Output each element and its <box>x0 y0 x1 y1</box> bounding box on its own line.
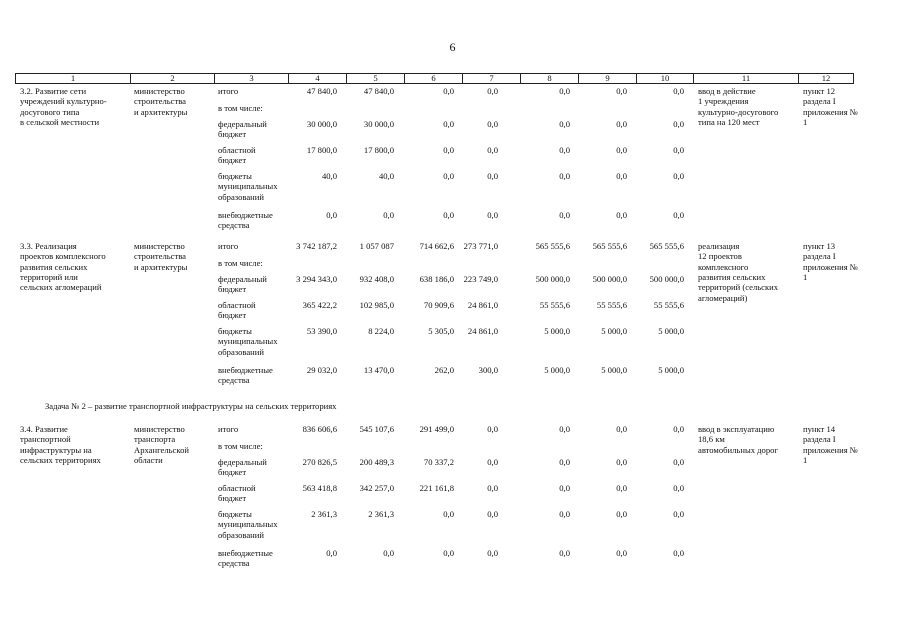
funding-value-cell: 3 742 187,2 <box>296 241 337 251</box>
column-header: 11 <box>694 74 799 84</box>
column-header: 3 <box>215 74 289 84</box>
funding-value-cell: 0,0 <box>326 210 337 220</box>
funding-source-label: итого <box>218 86 239 96</box>
funding-value-cell: 0,0 <box>559 210 570 220</box>
funding-value-cell: 0,0 <box>616 171 627 181</box>
funding-value-cell: 500 000,0 <box>535 274 570 284</box>
funding-value-cell: 500 000,0 <box>649 274 684 284</box>
page-number: 6 <box>449 40 456 54</box>
funding-value-cell: 0,0 <box>559 86 570 96</box>
funding-value-cell: 0,0 <box>673 86 684 96</box>
funding-value-cell: 0,0 <box>326 548 337 558</box>
funding-value-cell: 0,0 <box>673 457 684 467</box>
funding-source-label: областной бюджет <box>218 145 256 166</box>
funding-value-cell: 565 555,6 <box>592 241 627 251</box>
column-header: 12 <box>799 74 854 84</box>
column-header-table <box>15 73 854 84</box>
funding-value-cell: 0,0 <box>443 145 454 155</box>
funding-value-cell: 0,0 <box>616 210 627 220</box>
funding-source-label: бюджеты муниципальных образований <box>218 326 278 357</box>
funding-value-cell: 262,0 <box>434 365 454 375</box>
column-header-row <box>16 74 854 84</box>
result-indicator: реализация 12 проектов комплексного развития сельских территорий (сельских агломераций) <box>698 241 779 303</box>
funding-value-cell: 270 826,5 <box>302 457 337 467</box>
funding-value-cell: 5 000,0 <box>601 326 627 336</box>
funding-value-cell: 0,0 <box>487 119 498 129</box>
funding-value-cell: 0,0 <box>383 210 394 220</box>
funding-value-cell: 0,0 <box>443 86 454 96</box>
funding-value-cell: 0,0 <box>616 548 627 558</box>
funding-source-label: федеральный бюджет <box>218 119 267 140</box>
funding-value-cell: 0,0 <box>559 171 570 181</box>
reference: пункт 13 раздела I приложения № 1 <box>803 241 859 282</box>
funding-value-cell: 223 749,0 <box>463 274 498 284</box>
funding-value-cell: 500 000,0 <box>592 274 627 284</box>
funding-value-cell: 0,0 <box>616 119 627 129</box>
funding-value-cell: 0,0 <box>559 548 570 558</box>
funding-source-label: областной бюджет <box>218 483 256 504</box>
funding-value-cell: 0,0 <box>487 424 498 434</box>
result-indicator: ввод в действие 1 учреждения культурно-досугового типа на 120 мест <box>698 86 779 127</box>
funding-source-label: в том числе: <box>218 103 263 113</box>
funding-value-cell: 0,0 <box>616 457 627 467</box>
result-indicator: ввод в эксплуатацию 18,6 км автомобильных дорог <box>698 424 778 455</box>
funding-value-cell: 0,0 <box>487 171 498 181</box>
funding-value-cell: 0,0 <box>487 509 498 519</box>
funding-value-cell: 0,0 <box>443 119 454 129</box>
funding-source-label: бюджеты муниципальных образований <box>218 509 278 540</box>
funding-value-cell: 5 000,0 <box>544 326 570 336</box>
reference: пункт 14 раздела I приложения № 1 <box>803 424 859 465</box>
funding-source-label: внебюджетные средства <box>218 365 273 386</box>
funding-value-cell: 291 499,0 <box>419 424 454 434</box>
executor: министерство транспорта Архангельской области <box>134 424 189 465</box>
funding-value-cell: 47 840,0 <box>363 86 394 96</box>
funding-source-label: итого <box>218 424 239 434</box>
funding-value-cell: 5 000,0 <box>544 365 570 375</box>
funding-value-cell: 563 418,8 <box>302 483 337 493</box>
funding-value-cell: 24 861,0 <box>467 326 498 336</box>
funding-value-cell: 0,0 <box>673 483 684 493</box>
funding-value-cell: 0,0 <box>559 145 570 155</box>
funding-value-cell: 0,0 <box>559 483 570 493</box>
funding-value-cell: 55 555,6 <box>596 300 627 310</box>
funding-source-label: бюджеты муниципальных образований <box>218 171 278 202</box>
funding-value-cell: 0,0 <box>443 210 454 220</box>
funding-value-cell: 0,0 <box>559 424 570 434</box>
reference: пункт 12 раздела I приложения № 1 <box>803 86 859 127</box>
funding-value-cell: 0,0 <box>443 509 454 519</box>
funding-value-cell: 0,0 <box>616 424 627 434</box>
funding-value-cell: 221 161,8 <box>419 483 454 493</box>
column-header: 1 <box>16 74 131 84</box>
funding-source-label: федеральный бюджет <box>218 274 267 295</box>
funding-value-cell: 0,0 <box>616 145 627 155</box>
funding-value-cell: 836 606,6 <box>302 424 337 434</box>
funding-value-cell: 0,0 <box>559 457 570 467</box>
column-header: 7 <box>463 74 521 84</box>
funding-value-cell: 0,0 <box>673 509 684 519</box>
funding-value-cell: 3 294 343,0 <box>296 274 337 284</box>
column-header: 2 <box>131 74 215 84</box>
funding-source-label: федеральный бюджет <box>218 457 267 478</box>
funding-value-cell: 1 057 087 <box>359 241 394 251</box>
funding-value-cell: 70 337,2 <box>423 457 454 467</box>
funding-value-cell: 0,0 <box>616 86 627 96</box>
funding-value-cell: 0,0 <box>616 483 627 493</box>
funding-value-cell: 55 555,6 <box>653 300 684 310</box>
funding-value-cell: 2 361,3 <box>311 509 337 519</box>
funding-value-cell: 0,0 <box>673 210 684 220</box>
funding-value-cell: 545 107,6 <box>359 424 394 434</box>
task-2-heading: Задача № 2 – развитие транспортной инфраструктуры на сельских территориях <box>45 401 337 411</box>
funding-value-cell: 0,0 <box>673 145 684 155</box>
funding-source-label: итого <box>218 241 239 251</box>
measure-name: 3.3. Реализация проектов комплексного развития сельских территорий или сельских агломераций <box>20 241 106 293</box>
funding-value-cell: 24 861,0 <box>467 300 498 310</box>
column-header: 5 <box>347 74 405 84</box>
funding-value-cell: 5 000,0 <box>658 326 684 336</box>
funding-value-cell: 565 555,6 <box>535 241 570 251</box>
funding-value-cell: 0,0 <box>487 548 498 558</box>
funding-source-label: внебюджетные средства <box>218 210 273 231</box>
funding-value-cell: 0,0 <box>383 548 394 558</box>
funding-source-label: в том числе: <box>218 258 263 268</box>
funding-value-cell: 0,0 <box>487 457 498 467</box>
funding-value-cell: 102 985,0 <box>359 300 394 310</box>
funding-value-cell: 0,0 <box>443 171 454 181</box>
funding-value-cell: 30 000,0 <box>363 119 394 129</box>
funding-value-cell: 17 800,0 <box>306 145 337 155</box>
funding-value-cell: 200 489,3 <box>359 457 394 467</box>
funding-value-cell: 0,0 <box>673 424 684 434</box>
funding-value-cell: 53 390,0 <box>306 326 337 336</box>
funding-value-cell: 30 000,0 <box>306 119 337 129</box>
measure-name: 3.4. Развитие транспортной инфраструктуры на сельских территориях <box>20 424 101 465</box>
funding-value-cell: 0,0 <box>487 86 498 96</box>
funding-value-cell: 5 305,0 <box>428 326 454 336</box>
funding-value-cell: 0,0 <box>487 483 498 493</box>
column-header: 9 <box>579 74 637 84</box>
funding-value-cell: 0,0 <box>673 548 684 558</box>
funding-value-cell: 342 257,0 <box>359 483 394 493</box>
funding-value-cell: 638 186,0 <box>419 274 454 284</box>
executor: министерство строительства и архитектуры <box>134 241 188 272</box>
funding-value-cell: 273 771,0 <box>463 241 498 251</box>
column-header: 4 <box>289 74 347 84</box>
funding-value-cell: 40,0 <box>321 171 337 181</box>
funding-value-cell: 17 800,0 <box>363 145 394 155</box>
funding-value-cell: 70 909,6 <box>423 300 454 310</box>
funding-value-cell: 40,0 <box>378 171 394 181</box>
funding-value-cell: 47 840,0 <box>306 86 337 96</box>
funding-value-cell: 714 662,6 <box>419 241 454 251</box>
funding-value-cell: 0,0 <box>673 171 684 181</box>
column-header: 8 <box>521 74 579 84</box>
funding-value-cell: 8 224,0 <box>368 326 394 336</box>
funding-value-cell: 0,0 <box>443 548 454 558</box>
measure-name: 3.2. Развитие сети учреждений культурно- досугового типа в сельской местности <box>20 86 107 127</box>
funding-value-cell: 0,0 <box>487 210 498 220</box>
funding-value-cell: 0,0 <box>559 119 570 129</box>
funding-value-cell: 5 000,0 <box>658 365 684 375</box>
funding-source-label: в том числе: <box>218 441 263 451</box>
column-header: 6 <box>405 74 463 84</box>
funding-value-cell: 365 422,2 <box>302 300 337 310</box>
funding-value-cell: 29 032,0 <box>306 365 337 375</box>
funding-source-label: внебюджетные средства <box>218 548 273 569</box>
funding-value-cell: 2 361,3 <box>368 509 394 519</box>
funding-value-cell: 300,0 <box>478 365 498 375</box>
funding-source-label: областной бюджет <box>218 300 256 321</box>
funding-value-cell: 932 408,0 <box>359 274 394 284</box>
funding-value-cell: 0,0 <box>559 509 570 519</box>
funding-value-cell: 5 000,0 <box>601 365 627 375</box>
funding-value-cell: 13 470,0 <box>363 365 394 375</box>
funding-value-cell: 0,0 <box>616 509 627 519</box>
funding-value-cell: 565 555,6 <box>649 241 684 251</box>
funding-value-cell: 55 555,6 <box>539 300 570 310</box>
column-header: 10 <box>637 74 694 84</box>
funding-value-cell: 0,0 <box>487 145 498 155</box>
funding-value-cell: 0,0 <box>673 119 684 129</box>
executor: министерство строительства и архитектуры <box>134 86 188 117</box>
